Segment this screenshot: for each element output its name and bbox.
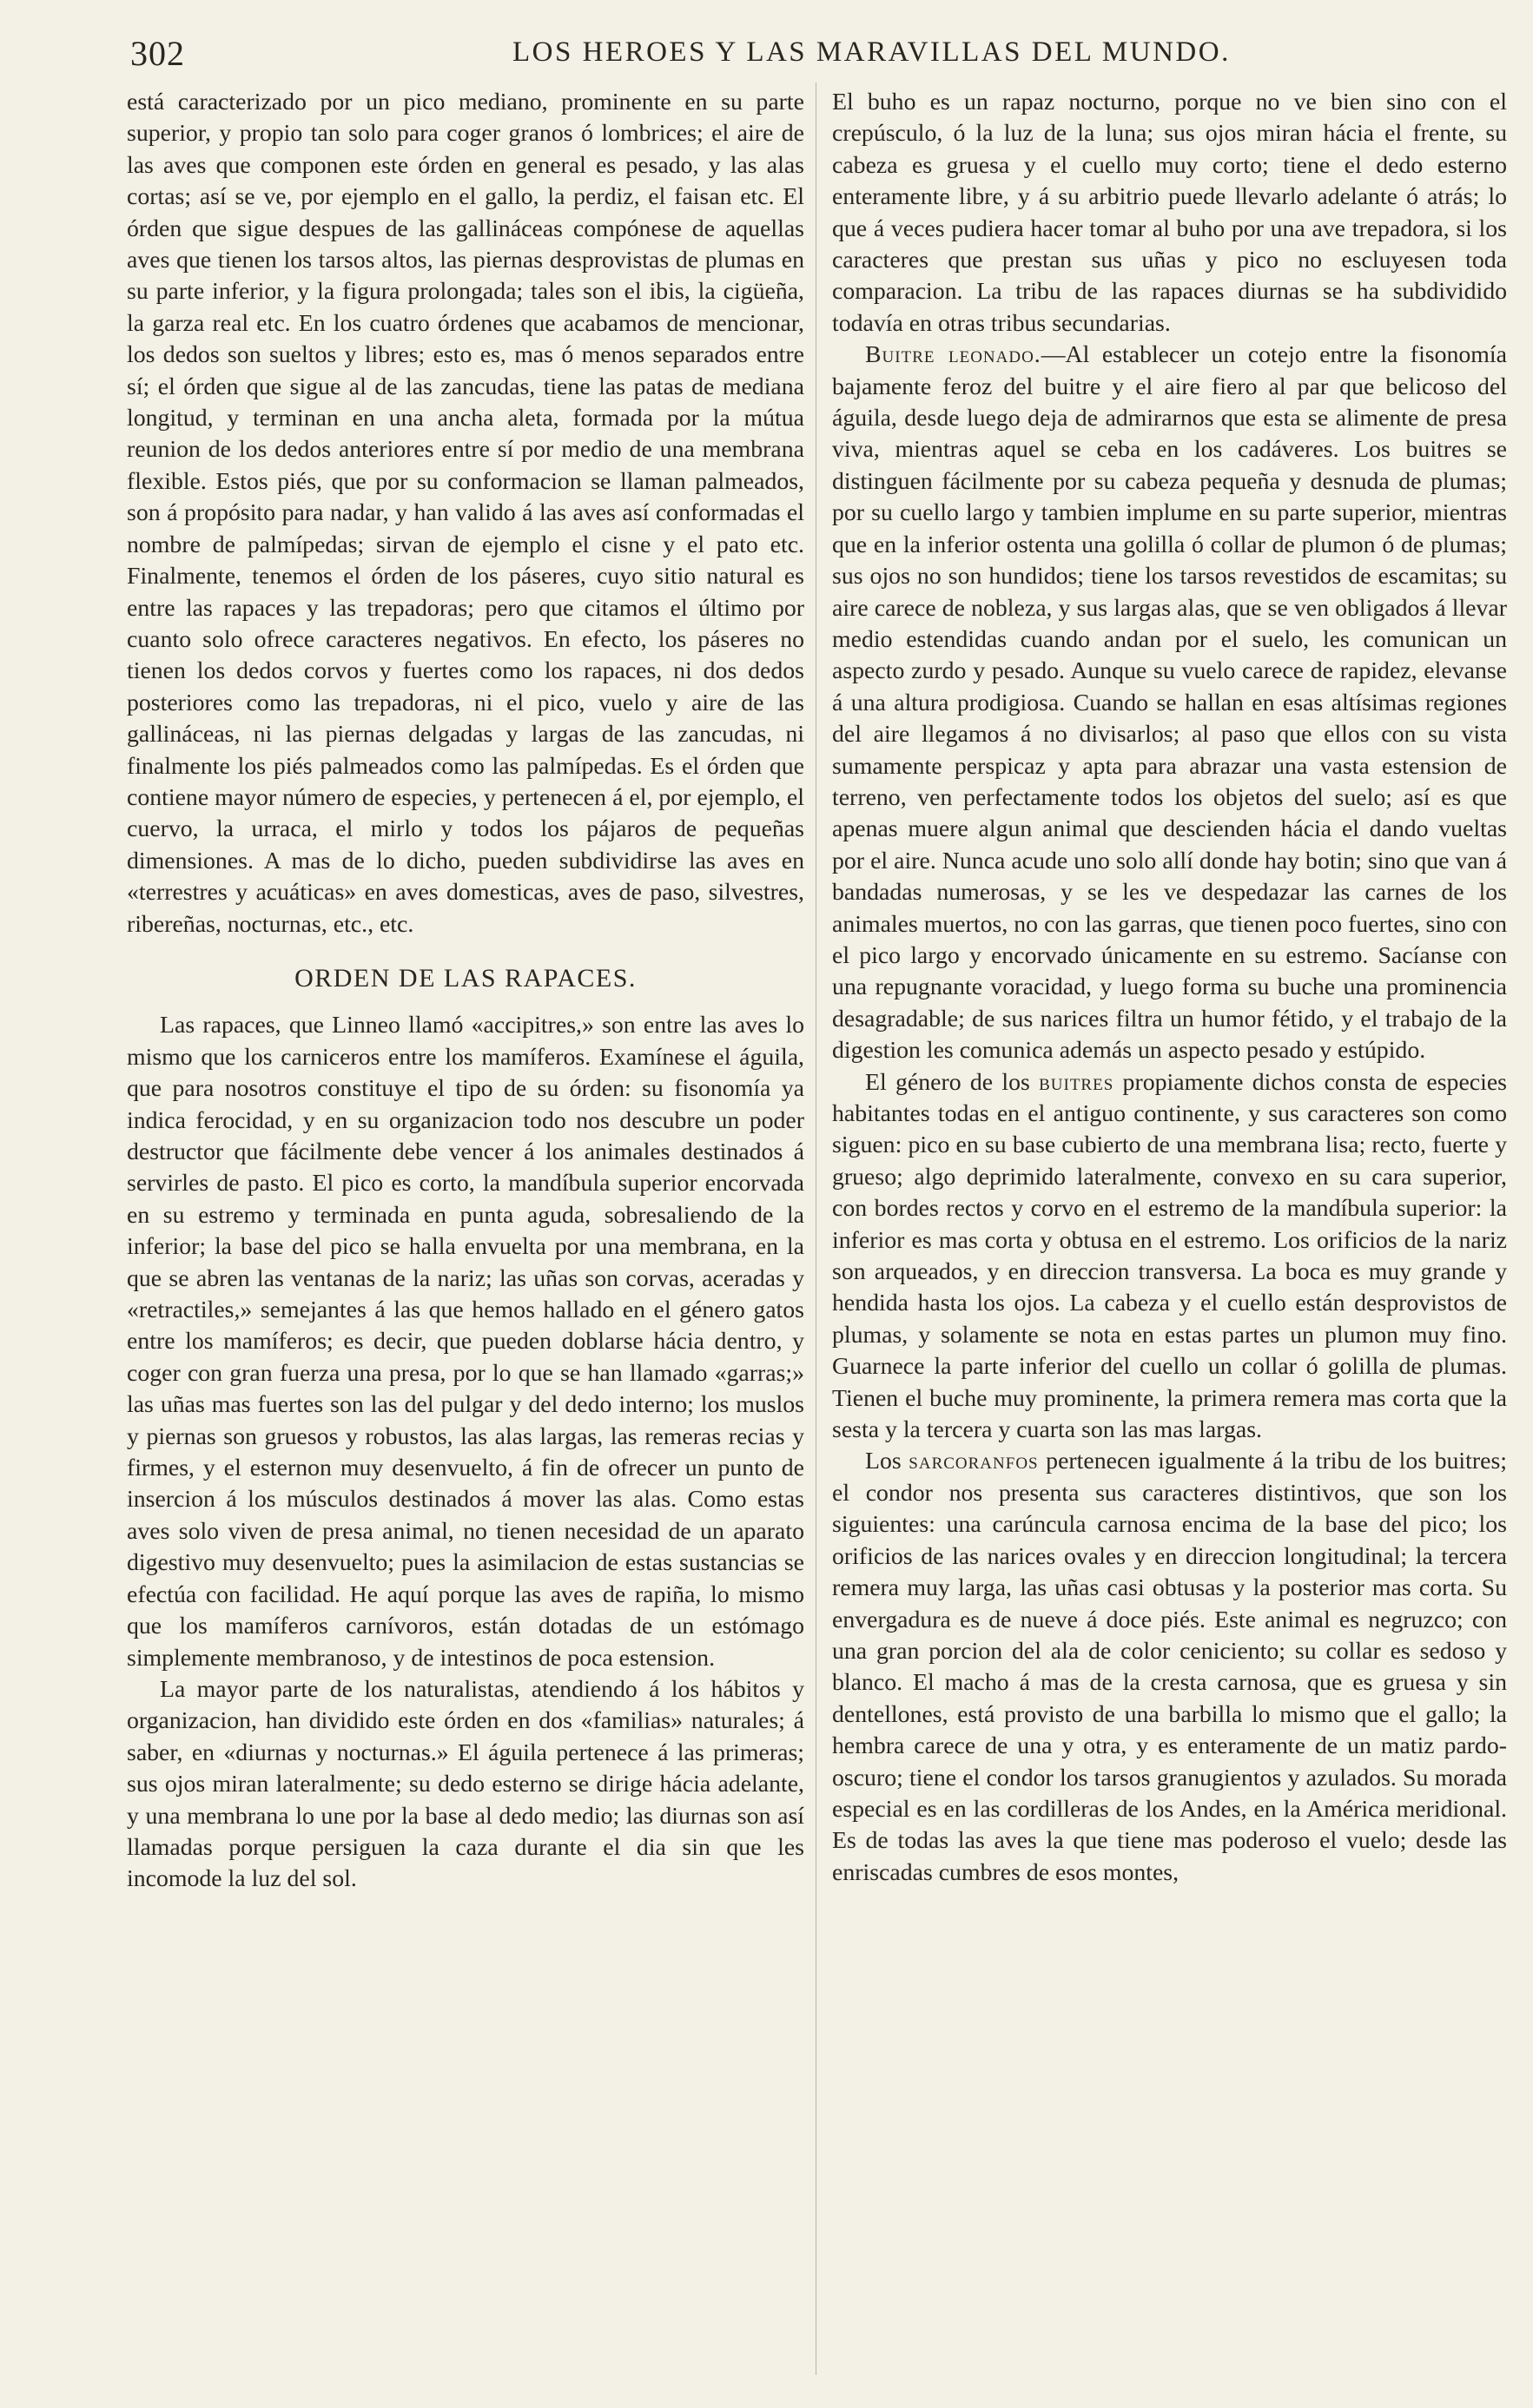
- right-column: [832, 87, 1507, 1889]
- left-column: [127, 87, 804, 1896]
- paragraph: está caracterizado por un pico mediano, prominente en su parte superior, y propio tan solo para coger granos ó lombrices; el aire de las aves que componen este órden en general es pesado, y las alas cortas; así se ve, por ejemplo en el gallo, la perdiz, el faisan etc. El órden que sigue despues de las gallináceas compónese de aquellas aves que tienen los tarsos altos, las piernas desprovistas de plumas en su parte inferior, y la figura prolongada; tales son el ibis, la cigüeña, la garza real etc. En los cuatro órdenes que acabamos de mencionar, los dedos son sueltos y libres; esto es, mas ó menos separados entre sí; el órden que sigue al de las zancudas, tiene las patas de mediana longitud, y terminan en una ancha aleta, formada por la mútua reunion de los dedos anteriores entre sí por medio de una membrana flexible. Estos piés, que por su conformacion se llaman palmeados, son á propósito para nadar, y han valido á las aves así conformadas el nombre de palmípedas; sirvan de ejemplo el cisne y el pato etc. Finalmente, tenemos el órden de los páseres, cuyo sitio natural es entre las rapaces y las trepadoras; pero que citamos el último por cuanto solo ofrece caracteres negativos. En efecto, los páseres no tienen los dedos corvos y fuertes como los rapaces, ni dos dedos posteriores como las trepadoras, ni el pico, vuelo y aire de las gallináceas, ni las piernas delgadas y largas de las zancudas, ni finalmente los piés palmeados como las palmípedas. Es el órden que contiene mayor número de especies, y pertenecen á el, por ejemplo, el cuervo, la urraca, el mirlo y todos los pájaros de pequeñas dimensiones. A mas de lo dicho, pueden subdividirse las aves en «terrestres y acuáticas» en aves domesticas, aves de paso, silvestres, ribereñas, nocturnas, etc., etc.: [127, 89, 804, 938]
- paragraph-text: pertenecen igualmente á la tribu de los buitres; el condor nos presenta sus caracteres distintivos, que son los siguientes: una carúncula carnosa encima de la base del pico; los orificios de las narices ovales y en direccion longitudinal; la tercera remera muy larga, las uñas casi obtusas y la posterior mas corta. Su envergadura es de nueve á doce piés. Este animal es negruzco; con una gran porcion del ala de color ceniciento; su collar es sedoso y blanco. El macho á mas de la cresta carnosa, que es gruesa y sin dentellones, está provisto de una barbilla lo mismo que el gallo; la hembra carece de una y otra, y es enteramente de un matiz pardo-oscuro; tiene el condor los tarsos granugientos y azulados. Su morada especial es en las cordilleras de los Andes, en la América meridional. Es de todas las aves la que tiene mas poderoso el vuelo; desde las enriscadas cumbres de esos montes,: [832, 1448, 1507, 1886]
- paragraph: [832, 1067, 1507, 1447]
- paragraph: Las rapaces, que Linneo llamó «accipitres,» son entre las aves lo mismo que los carniceros entre los mamíferos. Examínese el águila, que para nosotros constituye el tipo de su órden: su fisonomía ya indica ferocidad, y en su organizacion todo nos descubre un poder destructor que fácilmente debe vencer á los animales destinados á servirles de pasto. El pico es corto, la mandíbula superior encorvada en su estremo y terminada en punta aguda, sobresaliendo de la inferior; la base del pico se halla envuelta por una membrana, en la que se abren las ventanas de la nariz; las uñas son corvas, aceradas y «retractiles,» semejantes á las que hemos hallado en el género gatos entre los mamíferos; es decir, que pueden doblarse hácia dentro, y coger con gran fuerza una presa, por lo que se han llamado «garras;» las uñas mas fuertes son las del pulgar y del dedo interno; los muslos y piernas son gruesos y robustos, las alas largas, las remeras recias y firmes, y el esternon muy desenvuelto, á fin de ofrecer un punto de insercion á los músculos destinados á mover las alas. Como estas aves solo viven de presa animal, no tienen necesidad de un aparato digestivo muy desenvuelto; pues la asimilacion de estas sustancias se efectúa con facilidad. He aquí porque las aves de rapiña, lo mismo que los mamíferos carnívoros, están dotadas de un estómago simplemente membranoso, y de intestinos de poca estension.: [127, 1012, 804, 1672]
- page-header: [130, 33, 1424, 82]
- paragraph: El buho es un rapaz nocturno, porque no ve bien sino con el crepúsculo, ó la luz de la luna; sus ojos miran hácia el frente, su cabeza es gruesa y el cuello muy corto; tiene el dedo esterno enteramente libre, y á su arbitrio puede llevarlo adelante ó atrás; lo que á veces pudiera hacer tomar al buho por una ave trepadora, si los caracteres que prestan sus uñas y pico no escluyesen toda comparacion. La tribu de las rapaces diurnas se ha subdividido todavía en otras tribus secundarias.: [832, 89, 1507, 337]
- running-title: LOS HEROES Y LAS MARAVILLAS DEL MUNDO.: [512, 36, 1231, 68]
- paragraph-text: Los: [865, 1448, 909, 1475]
- paragraph-text: propiamente dichos consta de especies habitantes todas en el antiguo continente, y sus caracteres son como siguen: pico en su base cubierto de una membrana lisa; recto, fuerte y grueso; algo deprimido lateralmente, convexo en su cara superior, con bordes rectos y corvo en el estremo de la mandíbula superior: la inferior es mas corta y obtusa en el estremo. Los orificios de la nariz son arqueados, y en direccion transversa. La boca es muy grande y hendida hasta los ojos. La cabeza y el cuello están desprovistos de plumas, y solamente se nota en estas partes un plumon muy fino. Guarnece la parte inferior del cuello un collar ó golilla de plumas. Tienen el buche muy prominente, la primera remera mas corta que la sesta y la tercera y cuarta son las mas largas.: [832, 1068, 1507, 1444]
- paragraph: [832, 340, 1507, 1066]
- paragraph: La mayor parte de los naturalistas, atendiendo á los hábitos y organizacion, han dividido este órden en dos «familias» naturales; á saber, en «diurnas y nocturnas.» El águila pertenece á las primeras; sus ojos miran lateralmente; su dedo esterno se dirige hácia adelante, y una membrana lo une por la base al dedo medio; las diurnas son así llamadas porque persiguen la caza durante el dia sin que les incomode la luz del sol.: [127, 1675, 804, 1893]
- page-number: 302: [130, 34, 185, 73]
- paragraph-text: El género de los: [865, 1068, 1040, 1096]
- run-in-term: buitres: [1039, 1068, 1114, 1096]
- section-heading: ORDEN DE LAS RAPACES.: [294, 963, 637, 993]
- run-in-term: sarcoranfos: [909, 1448, 1039, 1475]
- paragraph: [832, 1446, 1507, 1889]
- run-in-heading: Buitre leonado.: [865, 341, 1041, 369]
- paragraph-text: —Al establecer un cotejo entre la fisonomía bajamente feroz del buitre y el aire fiero al par que belicoso del águila, desde luego deja de admirarnos que esta se alimente de presa viva, mientras aquel se ceba en los cadáveres. Los buitres se distinguen fácilmente por su cabeza pequeña y desnuda de plumas; por su cuello largo y tambien implume en su parte superior, mientras que en la inferior ostenta una golilla ó collar de plumon ó de plumas; sus ojos no son hundidos; tiene los tarsos revestidos de escamitas; su aire carece de nobleza, y sus largas alas, que se ven obligados á llevar medio estendidas cuando andan por el suelo, les comunican un aspecto zurdo y pesado. Aunque su vuelo carece de rapidez, elevanse á una altura prodigiosa. Cuando se hallan en esas altísimas regiones del aire llegamos á no divisarlos; al paso que ellos con su vista sumamente perspicaz y apta para abrazar una vasta estension de terreno, ven perfectamente todos los objetos del suelo; así es que apenas muere algun animal que descienden hácia el dando vueltas por el aire. Nunca acude uno solo allí donde hay botin; sino que van á bandadas numerosas, y se les ve despedazar las carnes de los animales muertos, no con las garras, que tienen poco fuertes, sino con el pico largo y encorvado únicamente en su estremo. Sacíanse con una repugnante voracidad, y luego forma su buche una prominencia desagradable; de sus narices filtra un humor fétido, y el trabajo de la digestion les comunica además un aspecto pesado y estúpido.: [832, 341, 1507, 1065]
